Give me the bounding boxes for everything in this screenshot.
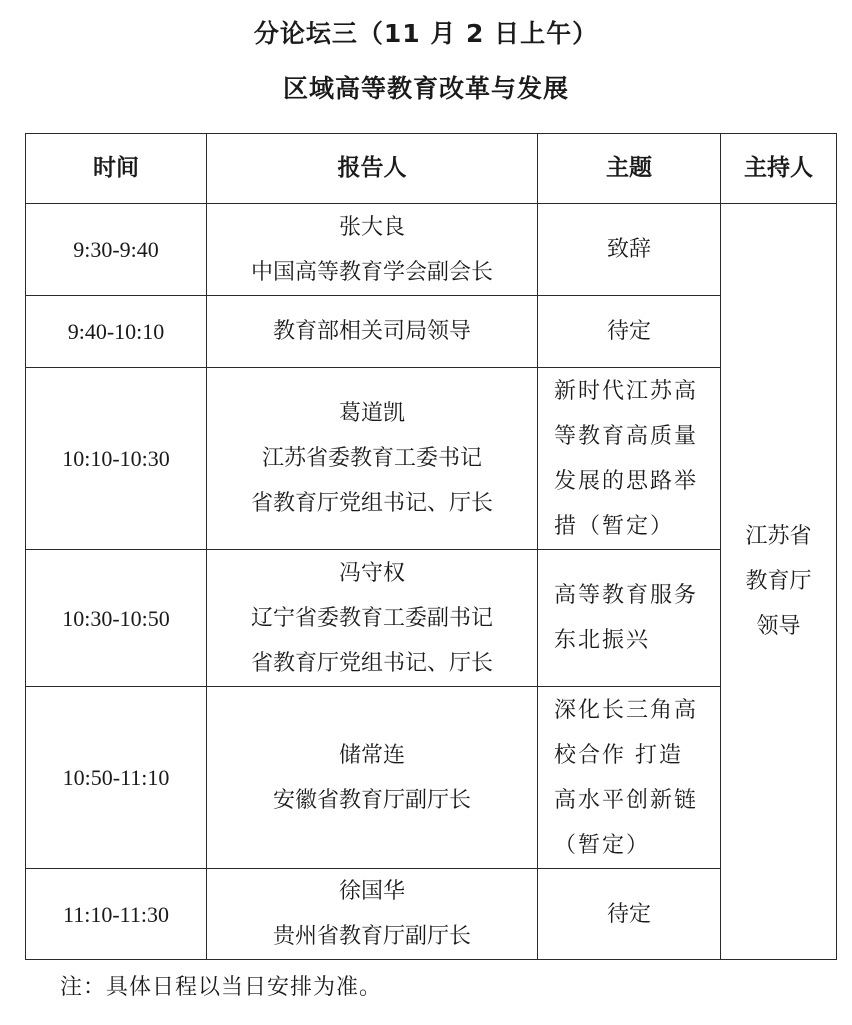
forum-title: 分论坛三（11 月 2 日上午） — [253, 19, 599, 48]
speaker-cell — [207, 368, 538, 550]
time-cell: 10:50-11:10 — [26, 687, 207, 869]
topic-cell — [538, 296, 721, 368]
speaker-title: 江苏省委教育工委书记 — [261, 446, 482, 471]
speaker-cell — [207, 550, 538, 687]
topic-cell — [538, 204, 721, 296]
topic-line: 高等教育服务 — [554, 583, 699, 608]
speaker-name: 教育部相关司局领导 — [272, 319, 471, 344]
speaker-title: 中国高等教育学会副会长 — [250, 259, 493, 285]
header-host: 主持人 — [721, 134, 837, 204]
time-cell: 11:10-11:30 — [26, 869, 207, 960]
topic-line: 发展的思路举 — [554, 468, 699, 494]
forum-subtitle: 区域高等教育改革与发展 — [282, 74, 569, 103]
time-cell: 9:30-9:40 — [26, 204, 207, 296]
topic-line: 措（暂定） — [554, 513, 675, 539]
table-row — [26, 550, 837, 687]
speaker-cell — [207, 204, 538, 296]
topic-line: 新时代江苏高 — [554, 378, 699, 404]
table-row — [26, 687, 837, 869]
topic-line: 东北振兴 — [554, 628, 651, 653]
header-topic: 主题 — [538, 134, 721, 204]
table-row — [26, 296, 837, 368]
topic-cell — [538, 687, 721, 869]
topic-line: 高水平创新链 — [554, 787, 699, 813]
header-row — [26, 134, 837, 204]
speaker-name: 储常连 — [338, 742, 405, 768]
speaker-title: 安徽省教育厅副厅长 — [272, 787, 471, 813]
speaker-cell — [207, 687, 538, 869]
topic-line: 校合作 打造 — [554, 742, 683, 768]
table-row — [26, 368, 837, 550]
host-line: 教育厅 — [745, 569, 812, 594]
topic-cell — [538, 368, 721, 550]
speaker-cell — [207, 296, 538, 368]
topic-line: 待定 — [606, 319, 651, 344]
time-cell: 9:40-10:10 — [26, 296, 207, 368]
table-row — [26, 869, 837, 960]
time-cell: 10:30-10:50 — [26, 550, 207, 687]
speaker-cell — [207, 869, 538, 960]
footnote: 注：具体日程以当日安排为准。 — [60, 975, 383, 1000]
time-cell: 10:10-10:30 — [26, 368, 207, 550]
speaker-name: 冯守权 — [338, 560, 405, 586]
header-speaker: 报告人 — [207, 134, 538, 204]
speaker-title: 贵州省教育厅副厅长 — [272, 924, 471, 949]
topic-line: 等教育高质量 — [554, 423, 699, 449]
schedule-table — [25, 133, 837, 960]
speaker-name: 徐国华 — [338, 879, 405, 904]
topic-cell — [538, 869, 721, 960]
speaker-name: 葛道凯 — [338, 401, 405, 426]
host-cell — [721, 204, 837, 960]
speaker-title: 省教育厅党组书记、厅长 — [250, 650, 493, 676]
host-line: 领导 — [756, 614, 801, 639]
topic-line: 深化长三角高 — [554, 697, 699, 723]
speaker-name: 张大良 — [338, 214, 405, 240]
host-line: 江苏省 — [745, 524, 812, 549]
topic-line: 致辞 — [606, 237, 651, 262]
header-time: 时间 — [26, 134, 207, 204]
table-row — [26, 204, 837, 296]
speaker-title: 辽宁省委教育工委副书记 — [250, 605, 493, 631]
topic-line: 待定 — [606, 901, 651, 927]
topic-line: （暂定） — [554, 832, 651, 858]
topic-cell — [538, 550, 721, 687]
speaker-title: 省教育厅党组书记、厅长 — [250, 491, 493, 516]
